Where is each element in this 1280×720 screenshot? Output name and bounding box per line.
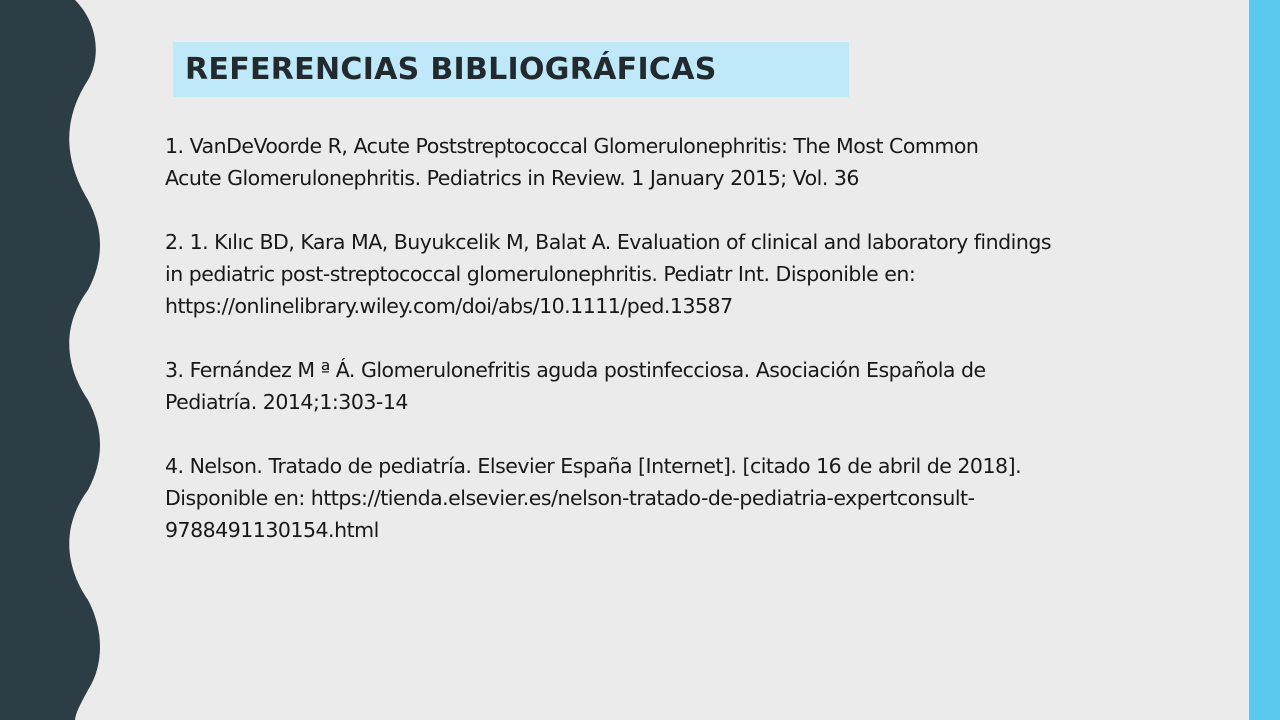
title-banner [173, 42, 849, 97]
wave-shape [0, 0, 100, 720]
reference-item-4: 4. Nelson. Tratado de pediatría. Elsevier España [Internet]. [citado 16 de abril de 2018]. Disponible en: https://tienda.elsevier.es/nelson-tratado-de-pediatria-expertconsult- 9788491130154.html [165, 454, 1022, 542]
reference-item-2: 2. 1. Kılıc BD, Kara MA, Buyukcelik M, Balat A. Evaluation of clinical and laboratory findings in pediatric post-streptococcal glomerulonephritis. Pediatr Int. Disponible en: https://onlinelibrary.wiley.com/doi/abs/10.1111/ped.13587 [165, 230, 1052, 318]
reference-item-3: 3. Fernández M ª Á. Glomerulonefritis aguda postinfecciosa. Asociación Española de Pediatría. 2014;1:303-14 [165, 358, 986, 414]
slide-title: REFERENCIAS BIBLIOGRÁFICAS [185, 52, 717, 87]
reference-item-1: 1. VanDeVoorde R, Acute Poststreptococcal Glomerulonephritis: The Most Common Acute Glomerulonephritis. Pediatrics in Review. 1 January 2015; Vol. 36 [165, 134, 979, 190]
right-accent-bar [1249, 0, 1280, 720]
wavy-side-bar [0, 0, 110, 720]
reference-list [165, 130, 1150, 578]
